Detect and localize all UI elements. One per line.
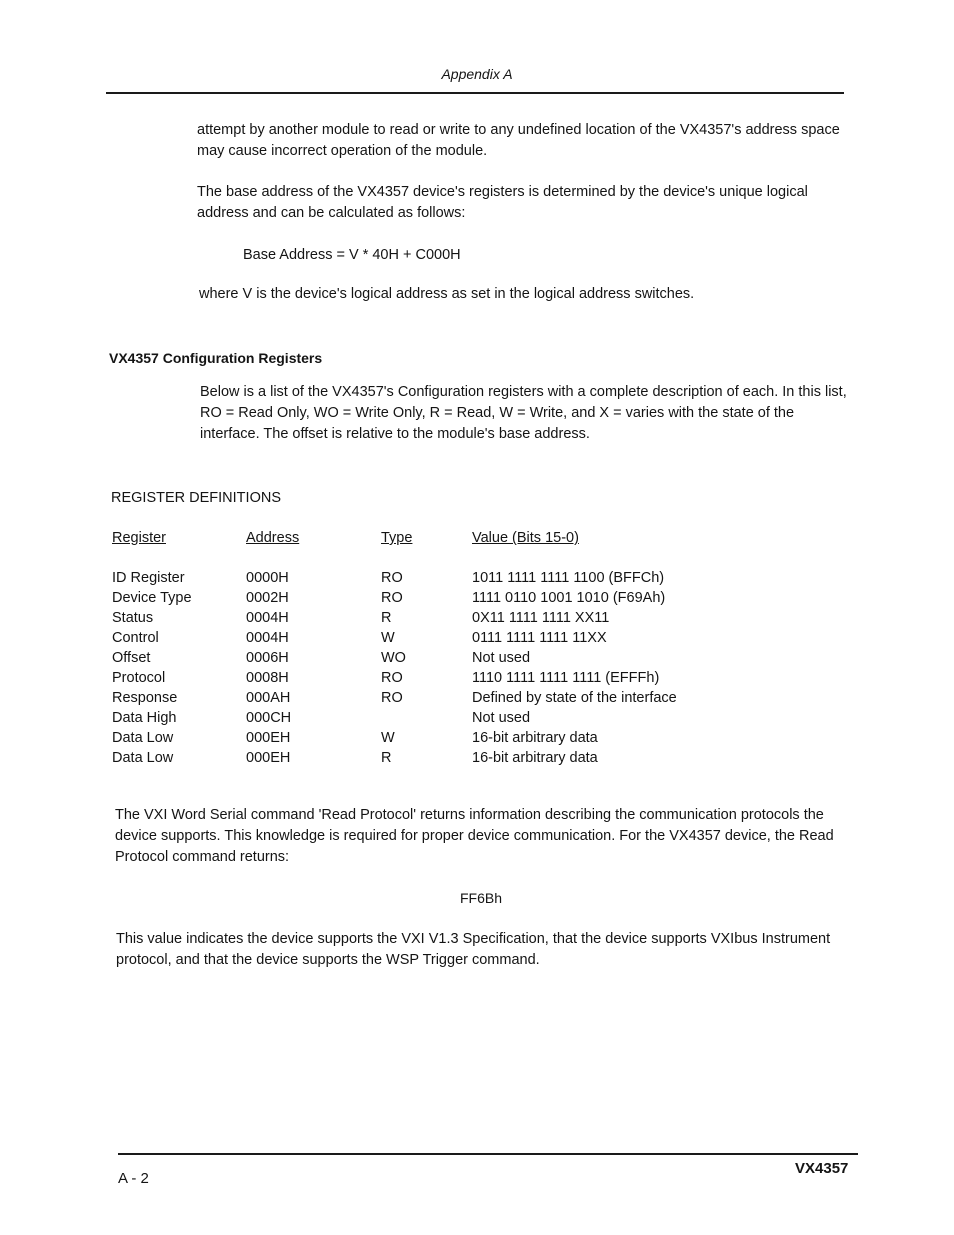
- cell-type: RO: [381, 590, 403, 606]
- cell-value: 16-bit arbitrary data: [472, 750, 598, 766]
- page-number: A - 2: [118, 1170, 149, 1187]
- table-row: [112, 688, 872, 708]
- table-row: [112, 608, 872, 628]
- footer-rule: [118, 1153, 858, 1155]
- register-table: [112, 528, 872, 768]
- cell-address: 0008H: [246, 670, 289, 686]
- column-header-register: Register: [112, 530, 166, 546]
- table-row: [112, 708, 872, 728]
- cell-type: RO: [381, 670, 403, 686]
- cell-register: Status: [112, 610, 154, 626]
- cell-type: R: [381, 750, 392, 766]
- table-row: [112, 668, 872, 688]
- cell-type: R: [381, 610, 392, 626]
- cell-address: 0004H: [246, 610, 289, 626]
- cell-address: 0004H: [246, 630, 289, 646]
- cell-register: Control: [112, 630, 159, 646]
- cell-address: 000AH: [246, 690, 291, 706]
- base-address-formula: Base Address = V * 40H + C000H: [243, 247, 461, 263]
- cell-type: W: [381, 630, 395, 646]
- cell-register: Device Type: [112, 590, 192, 606]
- cell-address: 0002H: [246, 590, 289, 606]
- cell-value: 1011 1111 1111 1100 (BFFCh): [472, 570, 665, 586]
- register-table-header-row: [112, 528, 872, 568]
- cell-type: [381, 708, 472, 728]
- table-row: [112, 588, 872, 608]
- cell-address: 000EH: [246, 750, 291, 766]
- cell-register: Offset: [112, 650, 151, 666]
- paragraph-base-address-intro: The base address of the VX4357 device's registers is determined by the device's unique logical address and can be calculated as follows:: [197, 184, 808, 221]
- cell-address: 0006H: [246, 650, 289, 666]
- cell-register: Data Low: [112, 750, 174, 766]
- cell-value: Not used: [472, 650, 531, 666]
- column-header-value: Value (Bits 15-0): [472, 530, 579, 546]
- paragraph-read-protocol: The VXI Word Serial command 'Read Protocol' returns information describing the communication protocols the device supports. This knowledge is required for proper device communication. For the VX4357 device, the Read Protocol command returns:: [115, 807, 834, 865]
- cell-value: 0111 1111 1111 11XX: [472, 630, 607, 646]
- page-header-title: Appendix A: [441, 66, 513, 82]
- cell-register: Protocol: [112, 670, 166, 686]
- register-definitions-heading: REGISTER DEFINITIONS: [111, 490, 281, 506]
- header-rule: [106, 92, 844, 94]
- cell-value: Defined by state of the interface: [472, 690, 677, 706]
- cell-register: Data Low: [112, 730, 174, 746]
- read-protocol-return-value: FF6Bh: [460, 890, 503, 906]
- cell-value: 1110 1111 1111 1111 (EFFFh): [472, 670, 660, 686]
- cell-register: Response: [112, 690, 178, 706]
- paragraph-address-space-warning: attempt by another module to read or write to any undefined location of the VX4357's address space may cause incorrect operation of the module.: [197, 122, 840, 159]
- column-header-type: Type: [381, 530, 413, 546]
- paragraph-register-legend: Below is a list of the VX4357's Configuration registers with a complete description of each. In this list, RO = Read Only, WO = Write Only, R = Read, W = Write, and X = varies with the state of the interface. The offset is relative to the module's base address.: [200, 384, 847, 442]
- cell-address: 0000H: [246, 570, 289, 586]
- cell-value: 1111 0110 1001 1010 (F69Ah): [472, 590, 666, 606]
- paragraph-protocol-meaning: This value indicates the device supports the VXI V1.3 Specification, that the device supports VXIbus Instrument protocol, and that the device supports the WSP Trigger command.: [116, 931, 831, 968]
- document-id: VX4357: [795, 1160, 849, 1177]
- column-header-address: Address: [246, 530, 300, 546]
- section-title-configuration-registers: VX4357 Configuration Registers: [109, 350, 323, 366]
- cell-register: ID Register: [112, 570, 185, 586]
- cell-address: 000EH: [246, 730, 291, 746]
- cell-value: 16-bit arbitrary data: [472, 730, 598, 746]
- cell-value: Not used: [472, 710, 531, 726]
- table-row: [112, 648, 872, 668]
- cell-register: Data High: [112, 710, 177, 726]
- cell-type: RO: [381, 690, 403, 706]
- cell-value: 0X11 1111 1111 XX11: [472, 610, 610, 626]
- cell-type: RO: [381, 570, 403, 586]
- cell-address: 000CH: [246, 710, 292, 726]
- table-row: [112, 728, 872, 748]
- table-row: [112, 628, 872, 648]
- cell-type: W: [381, 730, 395, 746]
- table-row: [112, 568, 872, 588]
- cell-type: WO: [381, 650, 406, 666]
- table-row: [112, 748, 872, 768]
- paragraph-logical-address-note: where V is the device's logical address as set in the logical address switches.: [199, 286, 695, 302]
